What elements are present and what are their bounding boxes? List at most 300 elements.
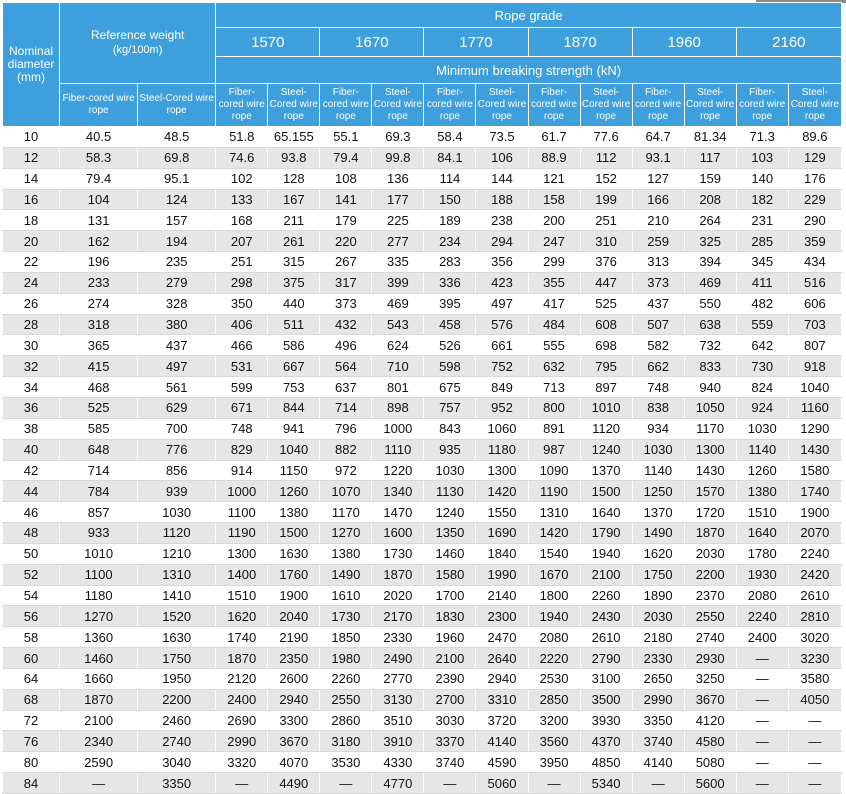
table-cell: 608: [580, 314, 632, 335]
table-cell: 882: [320, 439, 372, 460]
table-cell: 2940: [476, 668, 528, 689]
table-cell: 1870: [60, 689, 138, 710]
table-cell: —: [320, 773, 372, 794]
table-cell: 586: [268, 335, 320, 356]
table-cell: 543: [372, 314, 424, 335]
table-cell: 3560: [528, 731, 580, 752]
table-cell: 2460: [138, 710, 216, 731]
table-cell: 234: [424, 231, 476, 252]
table-cell: 277: [372, 231, 424, 252]
table-cell: 1670: [528, 564, 580, 585]
table-row: [3, 335, 842, 356]
table-cell: 952: [476, 397, 528, 418]
table-cell: 1940: [580, 543, 632, 564]
table-cell: 274: [60, 293, 138, 314]
table-cell: —: [736, 710, 788, 731]
table-cell: 81.34: [684, 127, 736, 148]
table-row: [3, 773, 842, 794]
fiber-cored-header: Fiber-cored wire rope: [60, 84, 138, 127]
grade-1770: 1770: [424, 28, 528, 57]
table-row: [3, 627, 842, 648]
diameter-cell: 76: [3, 731, 60, 752]
table-cell: 365: [60, 335, 138, 356]
table-cell: 1780: [736, 543, 788, 564]
fiber-cored-header: Fiber-cored wire rope: [320, 84, 372, 127]
table-cell: 1380: [268, 502, 320, 523]
table-cell: 380: [138, 314, 216, 335]
table-cell: 2070: [788, 523, 841, 544]
table-cell: 675: [424, 377, 476, 398]
table-cell: 550: [684, 293, 736, 314]
table-cell: 1620: [632, 543, 684, 564]
table-cell: 1270: [320, 523, 372, 544]
table-cell: —: [528, 773, 580, 794]
table-cell: —: [736, 648, 788, 669]
table-cell: 1140: [632, 460, 684, 481]
table-cell: 229: [788, 189, 841, 210]
table-cell: 1030: [736, 418, 788, 439]
table-cell: 4490: [268, 773, 320, 794]
table-cell: 1430: [684, 460, 736, 481]
table-cell: 1030: [632, 439, 684, 460]
table-cell: 235: [138, 252, 216, 273]
table-cell: 247: [528, 231, 580, 252]
table-cell: 2610: [580, 627, 632, 648]
table-cell: 3250: [684, 668, 736, 689]
diameter-cell: 48: [3, 523, 60, 544]
table-cell: 211: [268, 210, 320, 231]
table-cell: 599: [216, 377, 268, 398]
table-cell: 564: [320, 356, 372, 377]
table-cell: 168: [216, 210, 268, 231]
table-cell: 2590: [60, 752, 138, 773]
table-cell: 182: [736, 189, 788, 210]
table-cell: 2260: [320, 668, 372, 689]
diameter-cell: 68: [3, 689, 60, 710]
table-cell: 3130: [372, 689, 424, 710]
table-row: [3, 272, 842, 293]
table-cell: 4050: [788, 689, 841, 710]
table-cell: 642: [736, 335, 788, 356]
table-cell: 757: [424, 397, 476, 418]
table-cell: 355: [528, 272, 580, 293]
steel-cored-header: Steel-Cored wire rope: [684, 84, 736, 127]
table-cell: 939: [138, 481, 216, 502]
table-cell: 2400: [216, 689, 268, 710]
table-cell: —: [736, 773, 788, 794]
table-cell: 3510: [372, 710, 424, 731]
table-cell: 2990: [216, 731, 268, 752]
table-cell: 2340: [60, 731, 138, 752]
table-cell: —: [60, 773, 138, 794]
table-cell: 220: [320, 231, 372, 252]
table-cell: 713: [528, 377, 580, 398]
table-cell: 661: [476, 335, 528, 356]
table-cell: 162: [60, 231, 138, 252]
table-cell: 1870: [372, 564, 424, 585]
table-cell: 167: [268, 189, 320, 210]
table-cell: 2020: [372, 585, 424, 606]
table-cell: 315: [268, 252, 320, 273]
table-cell: —: [736, 752, 788, 773]
table-cell: 1600: [372, 523, 424, 544]
table-cell: 200: [528, 210, 580, 231]
table-cell: 2100: [60, 710, 138, 731]
table-cell: 3350: [138, 773, 216, 794]
table-cell: 3300: [268, 710, 320, 731]
table-cell: 3310: [476, 689, 528, 710]
table-cell: 3040: [138, 752, 216, 773]
table-cell: 1510: [736, 502, 788, 523]
steel-cored-header: Steel-Cored wire rope: [372, 84, 424, 127]
table-cell: 1150: [268, 460, 320, 481]
table-cell: 484: [528, 314, 580, 335]
table-cell: 2180: [632, 627, 684, 648]
table-cell: 290: [788, 210, 841, 231]
table-cell: 1050: [684, 397, 736, 418]
table-cell: 415: [60, 356, 138, 377]
table-cell: —: [788, 710, 841, 731]
table-cell: 1130: [424, 481, 476, 502]
table-cell: —: [788, 752, 841, 773]
diameter-cell: 52: [3, 564, 60, 585]
diameter-cell: 58: [3, 627, 60, 648]
table-cell: 2940: [268, 689, 320, 710]
table-row: [3, 210, 842, 231]
table-cell: 1100: [60, 564, 138, 585]
table-cell: 2200: [138, 689, 216, 710]
table-cell: 166: [632, 189, 684, 210]
table-row: [3, 731, 842, 752]
table-cell: 1940: [528, 606, 580, 627]
table-cell: 1040: [788, 377, 841, 398]
table-cell: 177: [372, 189, 424, 210]
table-cell: 1900: [268, 585, 320, 606]
table-cell: 941: [268, 418, 320, 439]
diameter-cell: 30: [3, 335, 60, 356]
table-cell: 313: [632, 252, 684, 273]
table-cell: 624: [372, 335, 424, 356]
table-row: [3, 189, 842, 210]
table-cell: 133: [216, 189, 268, 210]
table-cell: 2700: [424, 689, 476, 710]
table-cell: 210: [632, 210, 684, 231]
table-cell: 1420: [528, 523, 580, 544]
table-cell: 703: [788, 314, 841, 335]
table-cell: 356: [476, 252, 528, 273]
table-cell: 1950: [138, 668, 216, 689]
table-cell: 667: [268, 356, 320, 377]
table-cell: 829: [216, 439, 268, 460]
table-cell: 93.8: [268, 147, 320, 168]
table-cell: 1110: [372, 439, 424, 460]
table-cell: 1900: [788, 502, 841, 523]
table-cell: 555: [528, 335, 580, 356]
table-cell: 1240: [424, 502, 476, 523]
table-row: [3, 481, 842, 502]
table-cell: 940: [684, 377, 736, 398]
table-cell: 375: [268, 272, 320, 293]
table-row: [3, 314, 842, 335]
table-cell: 1850: [320, 627, 372, 648]
table-cell: 1370: [580, 460, 632, 481]
table-cell: 3350: [632, 710, 684, 731]
table-cell: 225: [372, 210, 424, 231]
table-cell: 106: [476, 147, 528, 168]
table-cell: 838: [632, 397, 684, 418]
table-cell: 299: [528, 252, 580, 273]
table-cell: 102: [216, 168, 268, 189]
table-cell: 469: [372, 293, 424, 314]
table-row: [3, 543, 842, 564]
table-cell: 3100: [580, 668, 632, 689]
table-cell: 1730: [372, 543, 424, 564]
table-cell: 51.8: [216, 127, 268, 148]
table-cell: 411: [736, 272, 788, 293]
table-cell: 127: [632, 168, 684, 189]
table-cell: 1030: [138, 502, 216, 523]
table-cell: 2200: [684, 564, 736, 585]
table-cell: —: [736, 731, 788, 752]
table-row: [3, 502, 842, 523]
table-cell: 55.1: [320, 127, 372, 148]
table-cell: 3670: [268, 731, 320, 752]
table-cell: 1700: [424, 585, 476, 606]
table-cell: 238: [476, 210, 528, 231]
table-cell: 1000: [216, 481, 268, 502]
table-cell: 2610: [788, 585, 841, 606]
table-cell: 317: [320, 272, 372, 293]
table-cell: 1000: [372, 418, 424, 439]
table-cell: 849: [476, 377, 528, 398]
table-cell: 65.155: [268, 127, 320, 148]
table-cell: 632: [528, 356, 580, 377]
table-cell: 1870: [684, 523, 736, 544]
table-cell: 2990: [632, 689, 684, 710]
table-cell: 2850: [528, 689, 580, 710]
table-cell: 417: [528, 293, 580, 314]
table-cell: 698: [580, 335, 632, 356]
table-cell: 103: [736, 147, 788, 168]
table-cell: 121: [528, 168, 580, 189]
table-cell: 2740: [684, 627, 736, 648]
table-cell: 440: [268, 293, 320, 314]
table-cell: 1660: [60, 668, 138, 689]
table-cell: 1260: [736, 460, 788, 481]
table-cell: 345: [736, 252, 788, 273]
table-cell: 152: [580, 168, 632, 189]
table-cell: 1460: [60, 648, 138, 669]
table-cell: 934: [632, 418, 684, 439]
table-cell: 933: [60, 523, 138, 544]
table-cell: 1410: [138, 585, 216, 606]
table-cell: —: [424, 773, 476, 794]
table-cell: 251: [216, 252, 268, 273]
diameter-cell: 38: [3, 418, 60, 439]
table-cell: 373: [320, 293, 372, 314]
table-cell: 4140: [632, 752, 684, 773]
table-cell: 84.1: [424, 147, 476, 168]
table-cell: 801: [372, 377, 424, 398]
table-cell: 2770: [372, 668, 424, 689]
table-cell: —: [216, 773, 268, 794]
steel-cored-header: Steel-Cored wire rope: [476, 84, 528, 127]
table-cell: 318: [60, 314, 138, 335]
table-cell: 753: [268, 377, 320, 398]
table-cell: 1760: [268, 564, 320, 585]
table-cell: 2190: [268, 627, 320, 648]
table-cell: 924: [736, 397, 788, 418]
table-cell: 1270: [60, 606, 138, 627]
table-cell: 112: [580, 147, 632, 168]
table-cell: 74.6: [216, 147, 268, 168]
table-cell: 2030: [632, 606, 684, 627]
table-cell: 807: [788, 335, 841, 356]
table-cell: 4590: [476, 752, 528, 773]
table-cell: 1620: [216, 606, 268, 627]
fiber-cored-header: Fiber-cored wire rope: [736, 84, 788, 127]
table-cell: 395: [424, 293, 476, 314]
table-cell: 466: [216, 335, 268, 356]
table-cell: 79.4: [60, 168, 138, 189]
grade-2160: 2160: [736, 28, 841, 57]
table-cell: 525: [60, 397, 138, 418]
table-cell: 1290: [788, 418, 841, 439]
table-cell: 1750: [138, 648, 216, 669]
table-cell: 1220: [372, 460, 424, 481]
table-cell: 2810: [788, 606, 841, 627]
table-cell: 1640: [580, 502, 632, 523]
steel-cored-header: Steel-Cored wire rope: [788, 84, 841, 127]
table-cell: 4140: [476, 731, 528, 752]
table-row: [3, 356, 842, 377]
table-cell: 2860: [320, 710, 372, 731]
table-cell: 141: [320, 189, 372, 210]
table-cell: 283: [424, 252, 476, 273]
diameter-cell: 72: [3, 710, 60, 731]
table-cell: 264: [684, 210, 736, 231]
table-cell: 61.7: [528, 127, 580, 148]
table-cell: 800: [528, 397, 580, 418]
table-cell: 2240: [736, 606, 788, 627]
table-cell: 3950: [528, 752, 580, 773]
table-cell: 328: [138, 293, 216, 314]
table-cell: 784: [60, 481, 138, 502]
table-cell: 458: [424, 314, 476, 335]
table-cell: 394: [684, 252, 736, 273]
table-cell: 3200: [528, 710, 580, 731]
table-cell: 2530: [528, 668, 580, 689]
table-cell: 1740: [216, 627, 268, 648]
table-cell: 188: [476, 189, 528, 210]
diameter-cell: 56: [3, 606, 60, 627]
table-cell: 1180: [60, 585, 138, 606]
table-cell: 376: [580, 252, 632, 273]
table-cell: 469: [684, 272, 736, 293]
table-cell: 136: [372, 168, 424, 189]
table-cell: 2260: [580, 585, 632, 606]
table-cell: 496: [320, 335, 372, 356]
table-cell: —: [736, 689, 788, 710]
table-cell: 3720: [476, 710, 528, 731]
table-cell: 279: [138, 272, 216, 293]
header-reference-weight: [60, 3, 216, 84]
table-cell: 1540: [528, 543, 580, 564]
table-cell: 1800: [528, 585, 580, 606]
diameter-cell: 84: [3, 773, 60, 794]
table-cell: 399: [372, 272, 424, 293]
table-cell: 1370: [632, 502, 684, 523]
table-cell: 1260: [268, 481, 320, 502]
table-cell: 1840: [476, 543, 528, 564]
table-cell: 150: [424, 189, 476, 210]
table-cell: 3530: [320, 752, 372, 773]
table-cell: 730: [736, 356, 788, 377]
table-cell: 104: [60, 189, 138, 210]
table-cell: 1010: [60, 543, 138, 564]
table-cell: 497: [138, 356, 216, 377]
table-cell: 1520: [138, 606, 216, 627]
diameter-cell: 80: [3, 752, 60, 773]
table-cell: 437: [138, 335, 216, 356]
reference-weight-label: Reference weight: [90, 28, 185, 42]
table-cell: 497: [476, 293, 528, 314]
table-cell: 1580: [424, 564, 476, 585]
diameter-cell: 12: [3, 147, 60, 168]
table-cell: 1180: [476, 439, 528, 460]
table-cell: 3230: [788, 648, 841, 669]
table-cell: 748: [216, 418, 268, 439]
table-cell: 582: [632, 335, 684, 356]
table-cell: 935: [424, 439, 476, 460]
table-cell: 1100: [216, 502, 268, 523]
rope-type-header-row: [3, 84, 842, 127]
table-cell: 2430: [580, 606, 632, 627]
grade-1570: 1570: [216, 28, 320, 57]
table-row: [3, 377, 842, 398]
diameter-cell: 10: [3, 127, 60, 148]
diameter-cell: 18: [3, 210, 60, 231]
table-cell: 3320: [216, 752, 268, 773]
table-cell: 1380: [320, 543, 372, 564]
table-cell: 4070: [268, 752, 320, 773]
table-cell: 4370: [580, 731, 632, 752]
table-row: [3, 439, 842, 460]
table-cell: 108: [320, 168, 372, 189]
steel-cored-header: Steel-Cored wire rope: [268, 84, 320, 127]
table-cell: 310: [580, 231, 632, 252]
table-cell: 179: [320, 210, 372, 231]
table-cell: 576: [476, 314, 528, 335]
table-cell: —: [736, 668, 788, 689]
table-cell: 2030: [684, 543, 736, 564]
table-cell: 71.3: [736, 127, 788, 148]
table-cell: 1610: [320, 585, 372, 606]
diameter-cell: 50: [3, 543, 60, 564]
table-cell: 99.8: [372, 147, 424, 168]
table-cell: 1400: [216, 564, 268, 585]
table-cell: 4770: [372, 773, 424, 794]
table-cell: 748: [632, 377, 684, 398]
header-rope-grade: Rope grade: [216, 3, 842, 28]
table-cell: 3370: [424, 731, 476, 752]
table-cell: 5340: [580, 773, 632, 794]
table-cell: 1190: [216, 523, 268, 544]
diameter-cell: 46: [3, 502, 60, 523]
table-cell: 129: [788, 147, 841, 168]
table-row: [3, 689, 842, 710]
table-cell: 298: [216, 272, 268, 293]
